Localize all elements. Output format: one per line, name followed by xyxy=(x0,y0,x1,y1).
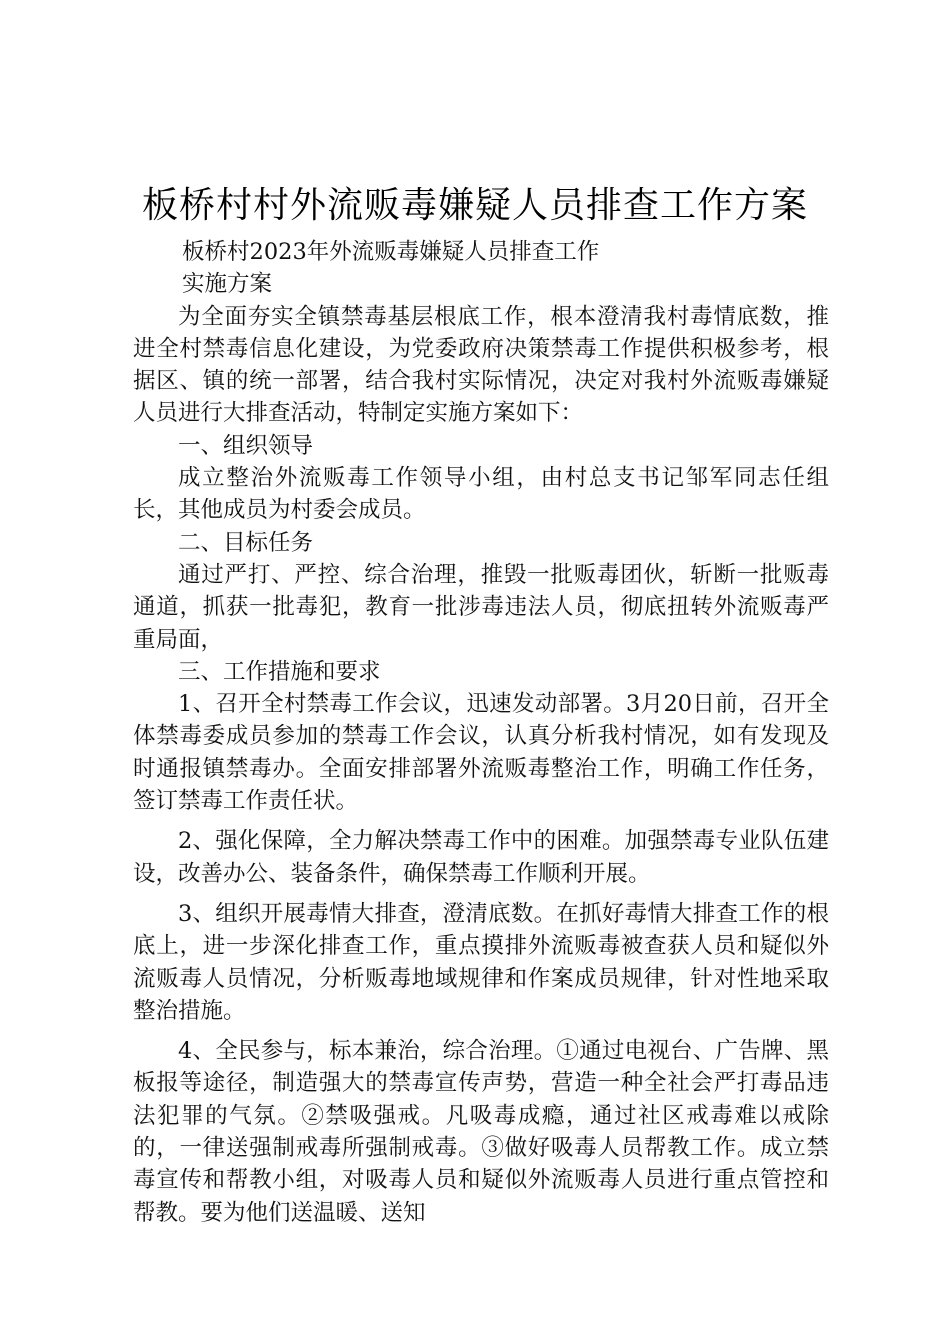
subtitle-line-1: 板桥村2023年外流贩毒嫌疑人员排查工作 xyxy=(182,239,600,265)
intro-paragraph: 为全面夯实全镇禁毒基层根底工作，根本澄清我村毒情底数，推进全村禁毒信息化建设，为党委政府决策禁毒工作提供积极参考，根据区、镇的统一部署，结合我村实际情况，决定对我村外流贩毒嫌疑人员进行大排查活动，特制定实施方案如下： xyxy=(133,303,829,427)
paragraph-measure-4: 4、全民参与，标本兼治，综合治理。①通过电视台、广告牌、黑板报等途径，制造强大的禁毒宣传声势，营造一种全社会严打毒品违法犯罪的气氛。②禁吸强戒。凡吸毒成瘾，通过社区戒毒难以戒除的，一律送强制戒毒所强制戒毒。③做好吸毒人员帮教工作。成立禁毒宣传和帮教小组，对吸毒人员和疑似外流贩毒人员进行重点管控和帮教。要为他们送温暖、送知 xyxy=(133,1038,829,1226)
document-title: 板桥村村外流贩毒嫌疑人员排查工作方案 xyxy=(141,185,808,226)
section-heading-goals: 二、目标任务 xyxy=(178,529,314,556)
paragraph-measure-1: 1、召开全村禁毒工作会议，迅速发动部署。3月20日前，召开全体禁毒委成员参加的禁毒工作会议，认真分析我村情况，如有发现及时通报镇禁毒办。全面安排部署外流贩毒整治工作，明确工作任务，签订禁毒工作责任状。 xyxy=(133,691,829,815)
paragraph-measure-2: 2、强化保障，全力解决禁毒工作中的困难。加强禁毒专业队伍建设，改善办公、装备条件，确保禁毒工作顺利开展。 xyxy=(133,828,829,887)
section-heading-measures: 三、工作措施和要求 xyxy=(178,658,381,685)
section-heading-organization: 一、组织领导 xyxy=(178,432,314,459)
paragraph-organization: 成立整治外流贩毒工作领导小组，由村总支书记邹军同志任组长，其他成员为村委会成员。 xyxy=(133,465,829,524)
paragraph-measure-3: 3、组织开展毒情大排查，澄清底数。在抓好毒情大排查工作的根底上，进一步深化排查工作，重点摸排外流贩毒被查获人员和疑似外流贩毒人员情况，分析贩毒地域规律和作案成员规律，针对性地采取整治措施。 xyxy=(133,900,829,1024)
document-body xyxy=(133,236,829,1229)
paragraph-goals: 通过严打、严控、综合治理，推毁一批贩毒团伙，斩断一批贩毒通道，抓获一批毒犯，教育一批涉毒违法人员，彻底扭转外流贩毒严重局面， xyxy=(133,561,829,653)
subtitle-line-2: 实施方案 xyxy=(182,271,273,298)
